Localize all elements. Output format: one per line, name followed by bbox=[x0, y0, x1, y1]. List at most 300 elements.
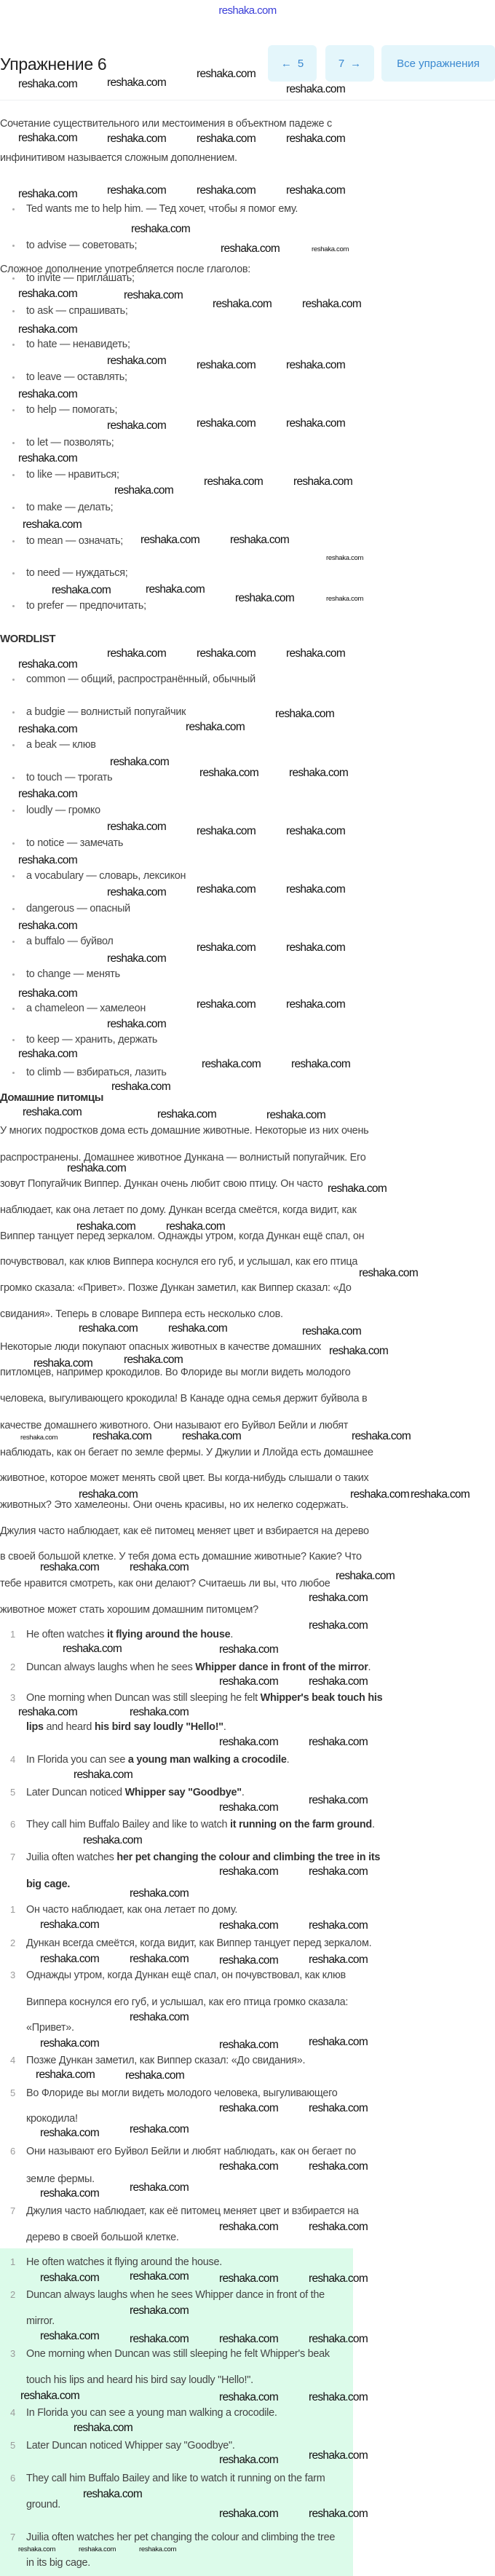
watermark-text: reshaka.com bbox=[219, 2160, 279, 2173]
wordlist-item: a vocabulary — словарь, лексикон bbox=[26, 870, 186, 882]
watermark-text: reshaka.com bbox=[79, 1488, 138, 1501]
wordlist-item: a beak — клюв bbox=[26, 739, 96, 751]
answer-line: mirror. bbox=[26, 2315, 55, 2327]
site-logo[interactable]: reshaka.com bbox=[218, 4, 277, 17]
all-exercises-label: Все упражнения bbox=[397, 57, 480, 70]
watermark-text: reshaka.com bbox=[18, 452, 78, 465]
watermark-text: reshaka.com bbox=[286, 417, 346, 430]
text-line: зовут Попугайчик Виппер. Дункан очень любит свою птицу. Он часто bbox=[0, 1178, 323, 1190]
watermark-text: reshaka.com bbox=[302, 298, 362, 310]
watermark-text: reshaka.com bbox=[125, 2069, 185, 2082]
text-line: У многих подростков дома есть домашние животные. Некоторые из них очень bbox=[0, 1125, 369, 1137]
watermark-text: reshaka.com bbox=[107, 821, 167, 833]
highlighted-phrase: it running on the farm ground bbox=[229, 1819, 372, 1830]
watermark-text: reshaka.com bbox=[40, 1919, 100, 1931]
verb-item: to make — делать; bbox=[26, 502, 114, 513]
bullet-icon bbox=[12, 842, 15, 845]
text-line: Джулия часто наблюдает, как её питомец меняет цвет и взбирается на дерево bbox=[0, 1525, 369, 1537]
answer-line: in its big cage. bbox=[26, 2557, 90, 2569]
watermark-text: reshaka.com bbox=[130, 2333, 189, 2345]
watermark-text: reshaka.com bbox=[286, 998, 346, 1011]
watermark-text: reshaka.com bbox=[219, 1643, 279, 1656]
sentence-part: and heard bbox=[43, 1721, 95, 1733]
text-line: почувствовал, как клюв Виппера коснулся его губ, и услышал, как его птица bbox=[0, 1256, 358, 1268]
item-number: 4 bbox=[10, 2055, 16, 2066]
highlighted-phrase: a young man walking a crocodile bbox=[127, 1754, 287, 1766]
watermark-text: reshaka.com bbox=[352, 1430, 411, 1442]
answer-line: One morning when Duncan was still sleeping he felt Whipper's beak bbox=[26, 2348, 330, 2360]
item-number: 1 bbox=[10, 1904, 16, 1915]
sentence-part: . bbox=[368, 1662, 371, 1673]
answer-line: touch his lips and heard his bird say loudly "Hello!". bbox=[26, 2374, 253, 2386]
watermark-text: reshaka.com bbox=[197, 359, 256, 371]
watermark-text: reshaka.com bbox=[18, 2545, 56, 2553]
watermark-text: reshaka.com bbox=[219, 2039, 279, 2051]
wordlist-item: a buffalo — буйвол bbox=[26, 936, 114, 947]
watermark-text: reshaka.com bbox=[79, 1322, 138, 1335]
bullet-icon bbox=[12, 941, 15, 943]
watermark-text: reshaka.com bbox=[336, 1570, 395, 1582]
item-number: 2 bbox=[10, 1662, 16, 1672]
watermark-text: reshaka.com bbox=[219, 2333, 279, 2345]
prev-exercise-button[interactable] bbox=[268, 45, 317, 82]
text-line: в своей большой клетке. У тебя дома есть домашние животные? Какие? Что bbox=[0, 1551, 362, 1562]
watermark-text: reshaka.com bbox=[139, 2545, 177, 2553]
watermark-text: reshaka.com bbox=[219, 2454, 279, 2466]
text-line: наблюдает, как она летает по дому. Дункан всегда смеётся, когда видит, как bbox=[0, 1204, 357, 1216]
verb-item: to hate — ненавидеть; bbox=[26, 339, 130, 350]
watermark-text: reshaka.com bbox=[130, 1953, 189, 1965]
watermark-text: reshaka.com bbox=[219, 2508, 279, 2520]
bullet-icon bbox=[12, 711, 15, 714]
watermark-text: reshaka.com bbox=[18, 658, 78, 671]
sentence-part: Later Duncan noticed bbox=[26, 1787, 125, 1798]
watermark-text: reshaka.com bbox=[309, 2272, 368, 2285]
watermark-text: reshaka.com bbox=[110, 756, 170, 768]
sentence-part: . bbox=[371, 1819, 375, 1830]
watermark-text: reshaka.com bbox=[186, 721, 245, 733]
watermark-text: reshaka.com bbox=[219, 2272, 279, 2285]
watermark-text: reshaka.com bbox=[197, 133, 256, 145]
bullet-icon bbox=[12, 277, 15, 280]
answer-line: They call him Buffalo Bailey and like to watch it running on the farm bbox=[26, 2473, 325, 2484]
bullet-icon bbox=[12, 1039, 15, 1041]
watermark-text: reshaka.com bbox=[114, 484, 174, 497]
text-line: качестве домашнего животного. Они называют его Буйвол Бейли и любят bbox=[0, 1420, 349, 1431]
watermark-text: reshaka.com bbox=[33, 1357, 93, 1370]
watermark-text: reshaka.com bbox=[130, 2304, 189, 2317]
watermark-text: reshaka.com bbox=[130, 2181, 189, 2194]
bullet-icon bbox=[12, 507, 15, 509]
watermark-text: reshaka.com bbox=[124, 289, 183, 301]
exercise-en-line bbox=[26, 1817, 375, 1832]
text-line: животное, которое может менять свой цвет. Вы когда-нибудь слышали о таких bbox=[0, 1472, 369, 1484]
verbs-intro: Сложное дополнение употребляется после глаголов: bbox=[0, 264, 250, 275]
watermark-text: reshaka.com bbox=[202, 1058, 261, 1070]
bullet-icon bbox=[12, 1008, 15, 1010]
watermark-text: reshaka.com bbox=[23, 518, 82, 531]
watermark-text: reshaka.com bbox=[359, 1267, 419, 1279]
bullet-icon bbox=[12, 208, 15, 210]
watermark-text: reshaka.com bbox=[309, 1794, 368, 1806]
bullet-icon bbox=[12, 810, 15, 812]
watermark-text: reshaka.com bbox=[309, 1919, 368, 1932]
wordlist-item: loudly — громко bbox=[26, 805, 100, 816]
item-number: 7 bbox=[10, 1852, 16, 1862]
watermark-text: reshaka.com bbox=[107, 952, 167, 965]
watermark-text: reshaka.com bbox=[197, 883, 256, 896]
watermark-text: reshaka.com bbox=[20, 1434, 58, 1442]
watermark-text: reshaka.com bbox=[309, 1736, 368, 1748]
all-exercises-button[interactable] bbox=[381, 45, 495, 82]
watermark-text: reshaka.com bbox=[309, 2333, 368, 2345]
watermark-text: reshaka.com bbox=[309, 2221, 368, 2233]
watermark-text: reshaka.com bbox=[74, 2422, 133, 2434]
text-line: животных? Это хамелеоны. Они очень красивы, но их нелегко содержать. bbox=[0, 1499, 349, 1511]
watermark-text: reshaka.com bbox=[18, 723, 78, 735]
watermark-text: reshaka.com bbox=[74, 1769, 133, 1781]
watermark-text: reshaka.com bbox=[199, 767, 259, 779]
watermark-text: reshaka.com bbox=[309, 1592, 368, 1604]
translation-line: Они называют его Буйвол Бейли и любят наблюдать, как он бегает по bbox=[26, 2146, 356, 2157]
translation-line: «Привет». bbox=[26, 2022, 74, 2034]
watermark-text: reshaka.com bbox=[286, 883, 346, 896]
exercise-en-line bbox=[26, 1691, 382, 1705]
intro-text: Сочетание существительного или местоимения в объектном падеже с bbox=[0, 118, 332, 130]
item-number: 2 bbox=[10, 1937, 16, 1948]
translation-line: Джулия часто наблюдает, как её питомец меняет цвет и взбирается на bbox=[26, 2205, 359, 2217]
watermark-text: reshaka.com bbox=[18, 788, 78, 800]
watermark-text: reshaka.com bbox=[130, 2270, 189, 2283]
watermark-text: reshaka.com bbox=[18, 1706, 78, 1718]
text-line: человека, выгуливающего крокодила! В Канаде одна семья держит буйвола в bbox=[0, 1393, 368, 1404]
wordlist-item: to touch — трогать bbox=[26, 772, 113, 783]
text-line: наблюдать, как он бегает по земле фермы. У Джулии и Ллойда есть домашнее bbox=[0, 1447, 373, 1458]
wordlist-item: common — общий, распространённый, обычный bbox=[26, 673, 256, 685]
item-number: 3 bbox=[10, 1692, 16, 1703]
text-title: Домашние питомцы bbox=[0, 1091, 103, 1104]
bullet-icon bbox=[12, 376, 15, 379]
watermark-text: reshaka.com bbox=[107, 1018, 167, 1030]
text-line: Некоторые люди покупают опасных животных в качестве домашних bbox=[0, 1341, 322, 1353]
answer-line: Later Duncan noticed Whipper say "Goodbye". bbox=[26, 2440, 235, 2451]
watermark-text: reshaka.com bbox=[235, 592, 295, 604]
item-number: 2 bbox=[10, 2289, 16, 2300]
watermark-text: reshaka.com bbox=[107, 184, 167, 197]
watermark-text: reshaka.com bbox=[197, 998, 256, 1011]
translation-line: Дункан всегда смеётся, когда видит, как Виппер танцует перед зеркалом. bbox=[26, 1937, 372, 1949]
bullet-icon bbox=[12, 777, 15, 779]
watermark-text: reshaka.com bbox=[168, 1322, 228, 1335]
wordlist-item: to notice — замечать bbox=[26, 837, 124, 849]
watermark-text: reshaka.com bbox=[302, 1325, 362, 1338]
item-number: 5 bbox=[10, 1787, 16, 1798]
watermark-text: reshaka.com bbox=[219, 1865, 279, 1878]
watermark-text: reshaka.com bbox=[130, 2123, 189, 2136]
watermark-text: reshaka.com bbox=[130, 2011, 189, 2023]
wordlist-item: a budgie — волнистый попугайчик bbox=[26, 706, 186, 718]
bullet-icon bbox=[12, 679, 15, 681]
watermark-text: reshaka.com bbox=[204, 475, 264, 488]
answer-line: He often watches it flying around the house. bbox=[26, 2256, 222, 2268]
sentence-part: . bbox=[241, 1787, 245, 1798]
sentence-part: In Florida you can see bbox=[26, 1754, 128, 1766]
wordlist-item: to keep — хранить, держать bbox=[26, 1034, 158, 1046]
sentence-part: Juilia often watches bbox=[26, 1852, 117, 1863]
watermark-text: reshaka.com bbox=[18, 854, 78, 866]
exercise-en-line bbox=[26, 1627, 233, 1642]
watermark-text: reshaka.com bbox=[67, 1162, 127, 1174]
watermark-text: reshaka.com bbox=[40, 1953, 100, 1965]
watermark-text: reshaka.com bbox=[275, 708, 335, 720]
watermark-text: reshaka.com bbox=[309, 2036, 368, 2048]
exercise-en-line bbox=[26, 1785, 245, 1800]
watermark-text: reshaka.com bbox=[40, 2272, 100, 2284]
bullet-icon bbox=[12, 540, 15, 542]
bullet-icon bbox=[12, 310, 15, 312]
exercise-en-line bbox=[26, 1660, 371, 1675]
item-number: 3 bbox=[10, 2348, 16, 2359]
wordlist-title: WORDLIST bbox=[0, 633, 55, 645]
verb-item: to need — нуждаться; bbox=[26, 567, 128, 579]
watermark-text: reshaka.com bbox=[40, 2037, 100, 2050]
verb-item: to mean — означать; bbox=[26, 535, 123, 547]
item-number: 7 bbox=[10, 2532, 16, 2543]
watermark-text: reshaka.com bbox=[309, 2102, 368, 2114]
watermark-text: reshaka.com bbox=[219, 1675, 279, 1688]
item-number: 3 bbox=[10, 1969, 16, 1980]
watermark-text: reshaka.com bbox=[182, 1430, 242, 1442]
item-number: 5 bbox=[10, 2087, 16, 2098]
watermark-text: reshaka.com bbox=[329, 1345, 389, 1357]
bullet-icon bbox=[12, 245, 15, 247]
watermark-text: reshaka.com bbox=[18, 987, 78, 1000]
watermark-text: reshaka.com bbox=[326, 595, 364, 603]
arrow-left-icon: ← bbox=[280, 57, 292, 70]
watermark-text: reshaka.com bbox=[18, 1048, 78, 1060]
watermark-text: reshaka.com bbox=[92, 1430, 152, 1442]
bullet-icon bbox=[12, 474, 15, 476]
watermark-text: reshaka.com bbox=[83, 1834, 143, 1846]
watermark-text: reshaka.com bbox=[309, 1953, 368, 1966]
watermark-text: reshaka.com bbox=[124, 1354, 183, 1366]
bullet-icon bbox=[12, 344, 15, 346]
answer-line: Juilia often watches her pet changing the colour and climbing the tree bbox=[26, 2532, 336, 2543]
text-line: животное может стать хорошим домашним питомцем? bbox=[0, 1604, 258, 1616]
next-exercise-button[interactable] bbox=[325, 45, 374, 82]
watermark-text: reshaka.com bbox=[40, 2187, 100, 2200]
watermark-text: reshaka.com bbox=[286, 359, 346, 371]
watermark-text: reshaka.com bbox=[197, 417, 256, 430]
bullet-icon bbox=[12, 1072, 15, 1074]
watermark-text: reshaka.com bbox=[107, 133, 167, 145]
sentence-part: He often watches bbox=[26, 1629, 107, 1640]
watermark-text: reshaka.com bbox=[63, 1643, 122, 1655]
bullet-icon bbox=[12, 442, 15, 444]
watermark-text: reshaka.com bbox=[266, 1109, 326, 1121]
watermark-text: reshaka.com bbox=[76, 1220, 136, 1233]
verb-item: to leave — оставлять; bbox=[26, 371, 127, 383]
watermark-text: reshaka.com bbox=[219, 1919, 279, 1932]
bullet-icon bbox=[12, 744, 15, 746]
watermark-text: reshaka.com bbox=[293, 475, 353, 488]
watermark-text: reshaka.com bbox=[197, 184, 256, 197]
next-exercise-label: 7 bbox=[338, 57, 345, 70]
watermark-text: reshaka.com bbox=[286, 941, 346, 954]
watermark-text: reshaka.com bbox=[36, 2069, 95, 2081]
watermark-text: reshaka.com bbox=[18, 388, 78, 400]
page-title: Упражнение 6 bbox=[0, 55, 107, 74]
watermark-text: reshaka.com bbox=[107, 886, 167, 898]
watermark-text: reshaka.com bbox=[83, 2488, 143, 2500]
watermark-text: reshaka.com bbox=[309, 1619, 368, 1632]
highlighted-phrase: lips bbox=[26, 1721, 44, 1733]
watermark-text: reshaka.com bbox=[219, 1801, 279, 1814]
watermark-text: reshaka.com bbox=[197, 825, 256, 837]
watermark-text: reshaka.com bbox=[18, 323, 78, 336]
highlighted-phrase: Whipper dance in front of the mirror bbox=[195, 1662, 368, 1673]
sentence-part: Duncan always laughs when he sees bbox=[26, 1662, 196, 1673]
watermark-text: reshaka.com bbox=[111, 1080, 171, 1093]
arrow-right-icon: → bbox=[350, 57, 362, 70]
intro-text: инфинитивом называется сложным дополнением. bbox=[0, 152, 237, 164]
verb-item: to prefer — предпочитать; bbox=[26, 600, 146, 612]
watermark-text: reshaka.com bbox=[79, 2545, 116, 2553]
item-number: 6 bbox=[10, 2146, 16, 2157]
watermark-text: reshaka.com bbox=[18, 78, 78, 90]
sentence-part: One morning when Duncan was still sleeping he felt bbox=[26, 1692, 261, 1704]
item-number: 4 bbox=[10, 2407, 16, 2418]
exercise-en-line bbox=[26, 1850, 380, 1865]
text-line: распространены. Домашнее животное Дункана — волнистый попугайчик. Его bbox=[0, 1152, 366, 1163]
watermark-text: reshaka.com bbox=[291, 1058, 351, 1070]
watermark-text: reshaka.com bbox=[130, 1706, 189, 1718]
answer-line: Duncan always laughs when he sees Whipper dance in front of the bbox=[26, 2289, 325, 2301]
watermark-text: reshaka.com bbox=[197, 941, 256, 954]
translation-line: Позже Дункан заметил, как Виппер сказал: «До свидания». bbox=[26, 2055, 306, 2066]
prev-exercise-label: 5 bbox=[297, 57, 304, 70]
watermark-text: reshaka.com bbox=[350, 1488, 410, 1501]
watermark-text: reshaka.com bbox=[286, 647, 346, 660]
highlighted-phrase: Whipper say "Goodbye" bbox=[124, 1787, 242, 1798]
translation-line: Однажды утром, когда Дункан ещё спал, он почувствовал, как клюв bbox=[26, 1969, 346, 1981]
watermark-text: reshaka.com bbox=[18, 132, 78, 144]
wordlist-item: a chameleon — хамелеон bbox=[26, 1003, 146, 1014]
item-number: 6 bbox=[10, 1819, 16, 1830]
example-item: Ted wants me to help him. — Тед хочет, чтобы я помог ему. bbox=[26, 203, 298, 215]
item-number: 6 bbox=[10, 2473, 16, 2484]
text-line: Виппер танцует перед зеркалом. Однажды утром, когда Дункан ещё спал, он bbox=[0, 1230, 365, 1242]
watermark-text: reshaka.com bbox=[197, 647, 256, 660]
item-number: 7 bbox=[10, 2205, 16, 2216]
answer-line: ground. bbox=[26, 2499, 61, 2510]
exercise-en-line bbox=[26, 1877, 70, 1892]
watermark-text: reshaka.com bbox=[166, 1220, 226, 1233]
watermark-text: reshaka.com bbox=[312, 245, 349, 253]
text-line: питломцев, например крокодилов. Во Флориде вы могли видеть молодого bbox=[0, 1367, 351, 1378]
watermark-text: reshaka.com bbox=[328, 1182, 387, 1195]
watermark-text: reshaka.com bbox=[18, 920, 78, 932]
wordlist-item: dangerous — опасный bbox=[26, 903, 130, 914]
verb-item: to help — помогать; bbox=[26, 404, 118, 416]
watermark-text: reshaka.com bbox=[23, 1106, 82, 1118]
wordlist-item: to climb — взбираться, лазить bbox=[26, 1067, 167, 1078]
translation-line: дерево в своей большой клетке. bbox=[26, 2232, 179, 2243]
watermark-text: reshaka.com bbox=[219, 1736, 279, 1748]
watermark-text: reshaka.com bbox=[286, 184, 346, 197]
item-number: 4 bbox=[10, 1754, 16, 1765]
watermark-text: reshaka.com bbox=[107, 419, 167, 432]
watermark-text: reshaka.com bbox=[213, 298, 272, 310]
exercise-en-line bbox=[26, 1753, 289, 1767]
watermark-text: reshaka.com bbox=[130, 1887, 189, 1900]
bullet-icon bbox=[12, 973, 15, 976]
translation-line: Он часто наблюдает, как она летает по дому. bbox=[26, 1904, 238, 1916]
watermark-text: reshaka.com bbox=[286, 83, 346, 95]
watermark-text: reshaka.com bbox=[219, 2221, 279, 2233]
verb-item: to advise — советовать; bbox=[26, 240, 138, 251]
watermark-text: reshaka.com bbox=[131, 223, 191, 235]
watermark-text: reshaka.com bbox=[107, 355, 167, 367]
watermark-text: reshaka.com bbox=[197, 68, 256, 80]
watermark-text: reshaka.com bbox=[326, 554, 364, 562]
item-number: 1 bbox=[10, 1629, 16, 1640]
verb-item: to ask — спрашивать; bbox=[26, 305, 128, 317]
bullet-icon bbox=[12, 605, 15, 607]
bullet-icon bbox=[12, 908, 15, 910]
bullet-icon bbox=[12, 875, 15, 877]
watermark-text: reshaka.com bbox=[140, 534, 200, 546]
watermark-text: reshaka.com bbox=[18, 288, 78, 300]
watermark-text: reshaka.com bbox=[286, 133, 346, 145]
item-number: 5 bbox=[10, 2440, 16, 2451]
watermark-text: reshaka.com bbox=[309, 2160, 368, 2173]
highlighted-phrase: her pet changing the colour and climbing the tree in its bbox=[116, 1852, 381, 1863]
watermark-text: reshaka.com bbox=[157, 1108, 217, 1121]
text-line: тебе нравится смотреть, как они делают? Считаешь ли вы, что любое bbox=[0, 1578, 330, 1589]
verb-item: to let — позволять; bbox=[26, 437, 114, 449]
watermark-text: reshaka.com bbox=[219, 2102, 279, 2114]
watermark-text: reshaka.com bbox=[309, 2391, 368, 2403]
item-number: 1 bbox=[10, 2256, 16, 2267]
exercise-en-line bbox=[26, 1720, 226, 1734]
watermark-text: reshaka.com bbox=[146, 583, 205, 596]
watermark-text: reshaka.com bbox=[309, 1675, 368, 1688]
watermark-text: reshaka.com bbox=[107, 76, 167, 89]
watermark-text: reshaka.com bbox=[219, 2391, 279, 2403]
watermark-text: reshaka.com bbox=[309, 1865, 368, 1878]
bullet-icon bbox=[12, 409, 15, 411]
sentence-part: . bbox=[230, 1629, 234, 1640]
watermark-text: reshaka.com bbox=[221, 242, 280, 255]
watermark-text: reshaka.com bbox=[40, 1561, 100, 1573]
translation-line: Во Флориде вы могли видеть молодого человека, выгуливающего bbox=[26, 2087, 338, 2099]
highlighted-phrase: his bird say loudly "Hello!" bbox=[94, 1721, 223, 1733]
watermark-text: reshaka.com bbox=[230, 534, 290, 546]
watermark-text: reshaka.com bbox=[40, 2127, 100, 2139]
highlighted-phrase: Whipper's beak touch his bbox=[260, 1692, 383, 1704]
text-line: свидания». Теперь в словаре Виппера есть несколько слов. bbox=[0, 1308, 283, 1320]
watermark-text: reshaka.com bbox=[20, 2390, 80, 2402]
watermark-text: reshaka.com bbox=[40, 2330, 100, 2342]
wordlist-item: to change — менять bbox=[26, 968, 120, 980]
bullet-icon bbox=[12, 572, 15, 574]
answer-line: In Florida you can see a young man walking a crocodile. bbox=[26, 2407, 277, 2419]
watermark-text: reshaka.com bbox=[107, 647, 167, 660]
watermark-text: reshaka.com bbox=[52, 584, 111, 596]
translation-line: земле фермы. bbox=[26, 2173, 95, 2185]
translation-line: Виппера коснулся его губ, и услышал, как его птица громко сказала: bbox=[26, 1996, 349, 2008]
